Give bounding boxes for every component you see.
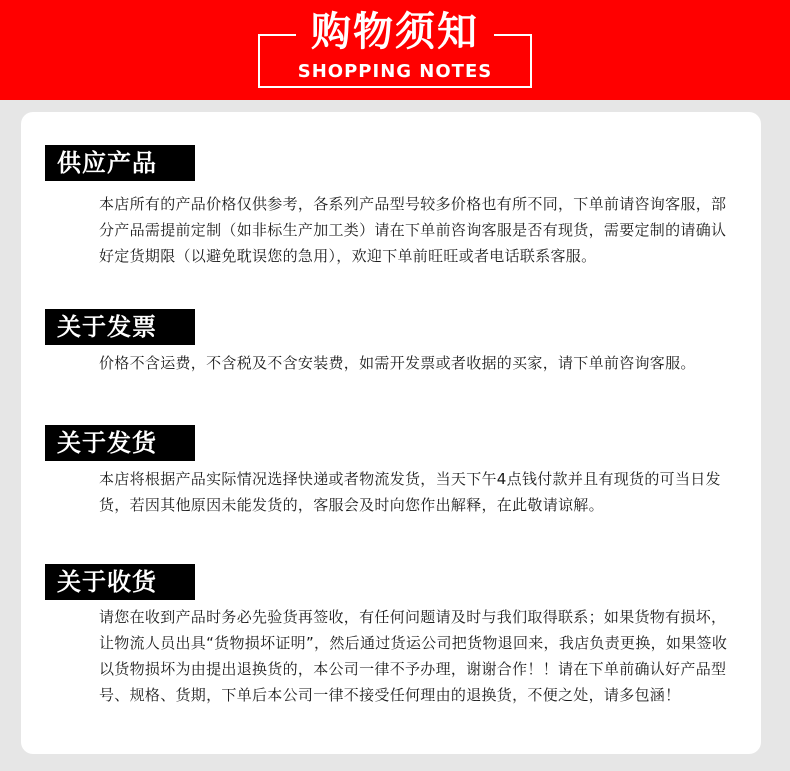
page-title: 购物须知 bbox=[311, 9, 479, 55]
section-heading-supply: 供应产品 bbox=[45, 145, 195, 181]
section-text-shipping: 本店将根据产品实际情况选择快递或者物流发货，当天下午4点钱付款并且有现货的可当日发货，若因其他原因未能发货的，客服会及时向您作出解释，在此敬请谅解。 bbox=[99, 470, 721, 514]
section-text-supply: 本店所有的产品价格仅供参考，各系列产品型号较多价格也有所不同，下单前请咨询客服，部分产品需提前定制（如非标生产加工类）请在下单前咨询客服是否有现货，需要定制的请确认好定货期限（以避免耽误您的急用），欢迎下单前旺旺或者电话联系客服。 bbox=[99, 195, 727, 265]
section-text-invoice: 价格不含运费，不含税及不含安装费，如需开发票或者收据的买家，请下单前咨询客服。 bbox=[99, 354, 696, 372]
section-text-receiving: 请您在收到产品时务必先验货再签收，有任何问题请及时与我们取得联系；如果货物有损坏，让物流人员出具“货物损坏证明”，然后通过货运公司把货物退回来，我店负责更换，如果签收以货物损坏为由提出退换货的，本公司一律不予办理，谢谢合作！！请在下单前确认好产品型号、规格、货期，下单后本公司一律不接受任何理由的退换货，不便之处，请多包涵！ bbox=[99, 608, 728, 704]
section-heading-receiving: 关于收货 bbox=[45, 564, 195, 600]
section-heading-invoice: 关于发票 bbox=[45, 309, 195, 345]
section-heading-shipping: 关于发货 bbox=[45, 425, 195, 461]
page-subtitle: SHOPPING NOTES bbox=[297, 61, 493, 82]
